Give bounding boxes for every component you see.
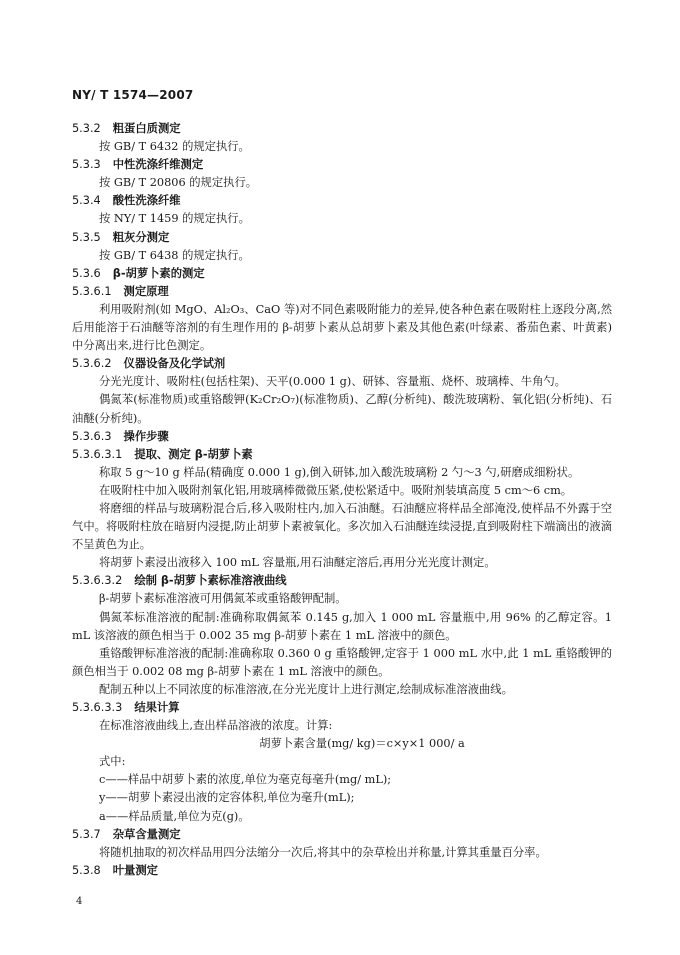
section-title: 粗蛋白质测定 [112,122,181,135]
paragraph: 按 GB/ T 6438 的规定执行。 [99,248,250,262]
paragraph: 偶氮苯标准溶液的配制:准确称取偶氮苯 0.145 g,加入 1 000 mL 容量瓶中,用 96% 的乙醇定容。1 mL 该溶液的颜色相当于 0.002 35 mg β-胡萝卜素在 1 mL 溶液中的颜色。 [72,610,612,642]
formula-note: c——样品中胡萝卜素的浓度,单位为毫克每毫升(mg/ mL); [99,773,392,787]
section-heading [72,355,612,373]
section-number: 5.3.6.1 [72,284,112,298]
section-number: 5.3.3 [72,158,101,172]
section-title: β-胡萝卜素的测定 [112,266,205,280]
formula-note: y——胡萝卜素浸出液的定容体积,单位为毫升(mL); [99,791,355,805]
page-number: 4 [76,896,83,907]
standard-code-header: NY/ T 1574—2007 [72,88,194,102]
paragraph: 重铬酸钾标准溶液的配制:准确称取 0.360 0 g 重铬酸钾,定容于 1 000 mL 水中,此 1 mL 重铬酸钾的颜色相当于 0.002 08 mg β-胡萝卜素在 1 mL 溶液中的颜色。 [72,646,612,678]
paragraph: 在吸附柱中加入吸附剂氧化铝,用玻璃棒微微压紧,使松紧适中。吸附剂装填高度 5 cm～6 cm。 [99,483,573,497]
formula-note: 式中: [99,755,126,769]
section-heading [72,120,612,138]
paragraph: 将随机抽取的初次样品用四分法缩分一次后,将其中的杂草检出并称量,计算其重量百分率。 [99,845,547,859]
section-heading [72,265,612,283]
section-number: 5.3.5 [72,230,101,244]
section-title: 酸性洗涤纤维 [112,194,181,208]
paragraph: β-胡萝卜素标准溶液可用偶氮苯或重铬酸钾配制。 [99,592,347,606]
paragraph: 按 GB/ T 6432 的规定执行。 [99,140,250,154]
section-number: 5.3.6 [72,266,101,280]
section-title: 杂草含量测定 [112,827,181,841]
section-title: 叶量测定 [112,863,158,877]
section-heading [72,826,612,844]
section-number: 5.3.6.3 [72,429,112,443]
section-heading [72,699,612,717]
section-heading [72,283,612,301]
section-heading [72,446,612,464]
section-heading [72,862,612,880]
paragraph: 利用吸附剂(如 MgO、Al₂O₃、CaO 等)对不同色素吸附能力的差异,使各种色素在吸附柱上逐段分离,然后用能溶于石油醚等溶剂的有生理作用的 β-胡萝卜素从总胡萝卜素及其他色素(叶绿素、番茄色素、叶黄素)中分离出来,进行比色测定。 [72,302,612,353]
section-number: 5.3.6.3.2 [72,574,123,588]
paragraph: 分光光度计、吸附柱(包括柱架)、天平(0.000 1 g)、研钵、容量瓶、烧杯、玻璃棒、牛角勺。 [99,375,566,389]
paragraph: 将磨细的样品与玻璃粉混合后,移入吸附柱内,加入石油醚。石油醚应将样品全部淹没,使样品不外露于空气中。将吸附柱放在暗厨内浸提,防止胡萝卜素被氧化。多次加入石油醚连续浸提,直到吸附柱下端滴出的液滴不呈黄色为止。 [72,501,612,552]
section-title: 粗灰分测定 [112,230,170,244]
formula-note: a——样品质量,单位为克(g)。 [99,809,250,823]
section-number: 5.3.6.2 [72,357,112,371]
section-number: 5.3.7 [72,827,101,841]
section-title: 中性洗涤纤维测定 [112,158,204,172]
section-title: 结果计算 [134,701,180,714]
section-heading [72,572,612,590]
paragraph: 称取 5 g～10 g 样品(精确度 0.000 1 g),倒入研钵,加入酸洗玻璃粉 2 勺～3 勺,研磨成细粉状。 [99,465,580,479]
section-title: 仪器设备及化学试剂 [123,357,226,371]
paragraph: 偶氮苯(标准物质)或重铬酸钾(K₂Cr₂O₇)(标准物质)、乙醇(分析纯)、酸洗玻璃粉、氧化铝(分析纯)、石油醚(分析纯)。 [72,393,612,425]
section-title: 绘制 β-胡萝卜素标准溶液曲线 [134,574,287,588]
section-title: 操作步骤 [123,429,169,443]
section-number: 5.3.4 [72,194,101,208]
paragraph: 按 NY/ T 1459 的规定执行。 [99,212,250,226]
section-number: 5.3.2 [72,122,101,135]
section-heading [72,156,612,174]
section-number: 5.3.6.3.1 [72,447,123,461]
section-heading [72,192,612,210]
section-number: 5.3.6.3.3 [72,701,123,714]
section-title: 提取、测定 β-胡萝卜素 [134,447,253,461]
document-body [72,120,612,880]
section-number: 5.3.8 [72,863,101,877]
section-heading [72,428,612,446]
section-heading [72,229,612,247]
formula: 胡萝卜素含量(mg/ kg)＝c×y×1 000/ a [259,737,465,751]
paragraph: 配制五种以上不同浓度的标准溶液,在分光光度计上进行测定,绘制成标准溶液曲线。 [99,682,513,696]
section-title: 测定原理 [123,284,169,298]
paragraph: 将胡萝卜素浸出液移入 100 mL 容量瓶,用石油醚定溶后,再用分光光度计测定。 [99,556,496,570]
paragraph: 在标准溶液曲线上,查出样品溶液的浓度。计算: [99,719,333,733]
paragraph: 按 GB/ T 20806 的规定执行。 [99,176,258,190]
